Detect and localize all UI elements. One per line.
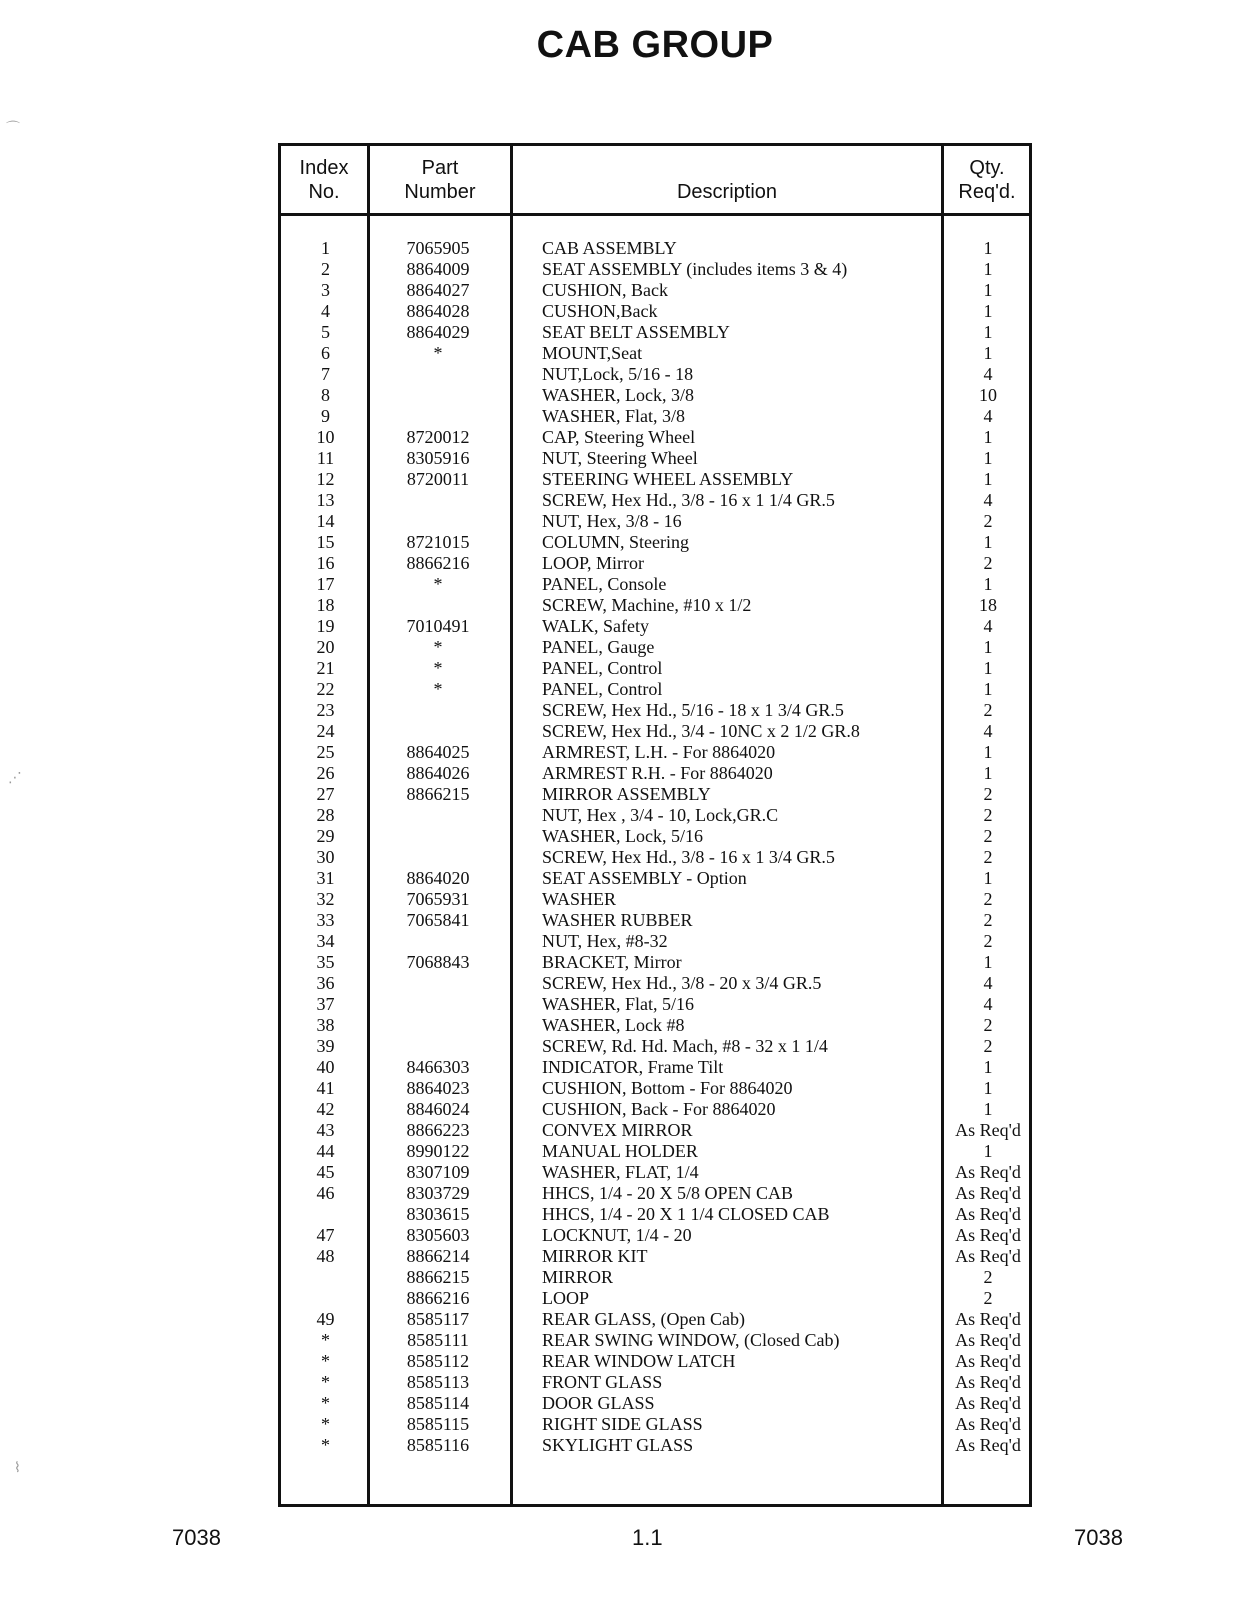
row-index: 6 [321, 343, 330, 363]
row-part-number: 8864027 [406, 280, 470, 300]
row-description: MIRROR KIT [542, 1246, 648, 1266]
table-row [281, 616, 1029, 637]
row-description: LOOP, Mirror [542, 553, 644, 573]
row-qty: 1 [983, 532, 993, 552]
row-description: COLUMN, Steering [542, 532, 689, 552]
row-description: WASHER, Lock #8 [542, 1015, 685, 1035]
row-description: SCREW, Rd. Hd. Mach, #8 - 32 x 1 1/4 [542, 1036, 828, 1056]
table-row [281, 994, 1029, 1015]
row-part-number: 8866215 [406, 784, 470, 804]
row-index: 43 [316, 1120, 335, 1140]
row-qty: As Req'd [955, 1414, 1021, 1434]
row-description: MANUAL HOLDER [542, 1141, 698, 1161]
parts-rows [281, 238, 1029, 1456]
row-qty: As Req'd [955, 1330, 1021, 1350]
table-row [281, 784, 1029, 805]
table-row [281, 826, 1029, 847]
row-description: CUSHION, Bottom - For 8864020 [542, 1078, 793, 1098]
header-description [513, 180, 941, 204]
row-part-number: 8585116 [406, 1435, 470, 1455]
row-qty: 1 [983, 574, 993, 594]
row-part-number: 8585114 [406, 1393, 470, 1413]
row-index: 42 [316, 1099, 335, 1119]
table-row [281, 448, 1029, 469]
row-qty: 1 [983, 1141, 993, 1161]
row-part-number: 8585115 [406, 1414, 470, 1434]
row-description: LOCKNUT, 1/4 - 20 [542, 1225, 692, 1245]
row-qty: 4 [983, 616, 993, 636]
row-description: SEAT ASSEMBLY (includes items 3 & 4) [542, 259, 848, 279]
row-index: 14 [316, 511, 335, 531]
table-row [281, 1099, 1029, 1120]
row-index: 37 [316, 994, 335, 1014]
table-row [281, 973, 1029, 994]
row-qty: 2 [983, 1288, 993, 1308]
table-row [281, 1225, 1029, 1246]
row-part-number: 8866215 [406, 1267, 470, 1287]
row-index: 30 [316, 847, 335, 867]
row-part-number: 8303615 [406, 1204, 470, 1224]
row-index: 8 [321, 385, 330, 405]
row-index: 5 [321, 322, 330, 342]
row-index: 7 [321, 364, 330, 384]
table-row [281, 385, 1029, 406]
row-qty: 1 [983, 427, 993, 447]
row-description: MIRROR ASSEMBLY [542, 784, 711, 804]
row-description: NUT, Hex , 3/4 - 10, Lock,GR.C [542, 805, 779, 825]
row-qty: 1 [983, 868, 993, 888]
row-qty: 2 [983, 700, 993, 720]
row-index: 27 [316, 784, 335, 804]
row-qty: 1 [983, 259, 993, 279]
row-qty: 2 [983, 1036, 993, 1056]
row-description: PANEL, Control [542, 658, 663, 678]
table-row [281, 322, 1029, 343]
row-qty: As Req'd [955, 1393, 1021, 1413]
row-index: 13 [316, 490, 335, 510]
row-part-number: 8466303 [406, 1057, 470, 1077]
row-qty: 1 [983, 238, 993, 258]
footer-left: 7038 [172, 1525, 221, 1550]
table-row [281, 1267, 1029, 1288]
row-index: 29 [316, 826, 335, 846]
row-description: RIGHT SIDE GLASS [542, 1414, 703, 1434]
row-index: * [321, 1435, 330, 1455]
row-index: 24 [316, 721, 335, 741]
row-part-number: 8305603 [406, 1225, 470, 1245]
table-row [281, 1309, 1029, 1330]
row-description: INDICATOR, Frame Tilt [542, 1057, 724, 1077]
row-description: CUSHON,Back [542, 301, 658, 321]
table-row [281, 910, 1029, 931]
row-part-number: 8305916 [406, 448, 470, 468]
table-row [281, 847, 1029, 868]
row-index: 47 [316, 1225, 335, 1245]
row-qty: As Req'd [955, 1246, 1021, 1266]
row-qty: 2 [983, 511, 993, 531]
row-description: NUT, Steering Wheel [542, 448, 698, 468]
row-description: CONVEX MIRROR [542, 1120, 693, 1140]
row-part-number: 8864028 [406, 301, 470, 321]
table-row [281, 931, 1029, 952]
table-row [281, 1141, 1029, 1162]
table-row [281, 1057, 1029, 1078]
row-description: REAR SWING WINDOW, (Closed Cab) [542, 1330, 840, 1350]
header-part [370, 156, 510, 204]
table-row [281, 595, 1029, 616]
row-index: 32 [316, 889, 335, 909]
row-part-number: 8864025 [406, 742, 470, 762]
row-description: PANEL, Control [542, 679, 663, 699]
scan-mark-middle: ⋰ [8, 770, 22, 786]
row-description: CAP, Steering Wheel [542, 427, 696, 447]
row-description: SCREW, Hex Hd., 3/8 - 16 x 1 1/4 GR.5 [542, 490, 835, 510]
table-row [281, 1288, 1029, 1309]
table-row [281, 1120, 1029, 1141]
row-index: 44 [316, 1141, 335, 1161]
row-part-number: 7068843 [406, 952, 470, 972]
row-description: CUSHION, Back - For 8864020 [542, 1099, 776, 1119]
row-description: BRACKET, Mirror [542, 952, 682, 972]
row-description: WASHER, Flat, 5/16 [542, 994, 695, 1014]
table-row [281, 469, 1029, 490]
row-part-number: * [433, 574, 443, 594]
row-index: * [321, 1393, 330, 1413]
row-part-number: 7010491 [406, 616, 470, 636]
row-part-number: 8307109 [406, 1162, 470, 1182]
row-qty: 4 [983, 490, 993, 510]
row-description: SEAT ASSEMBLY - Option [542, 868, 747, 888]
row-index: 1 [321, 238, 330, 258]
row-index: 38 [316, 1015, 335, 1035]
row-part-number: 8585113 [406, 1372, 470, 1392]
row-description: SKYLIGHT GLASS [542, 1435, 694, 1455]
table-row [281, 406, 1029, 427]
row-qty: 1 [983, 637, 993, 657]
row-qty: 1 [983, 343, 993, 363]
row-part-number: 8864009 [406, 259, 470, 279]
row-qty: 1 [983, 322, 993, 342]
row-qty: As Req'd [955, 1120, 1021, 1140]
row-description: MIRROR [542, 1267, 614, 1287]
row-part-number: 8585112 [406, 1351, 470, 1371]
row-part-number: 8864023 [406, 1078, 470, 1098]
row-index: 4 [321, 301, 330, 321]
row-index: 25 [316, 742, 335, 762]
row-qty: 1 [983, 301, 993, 321]
table-row [281, 1414, 1029, 1435]
row-qty: 1 [983, 763, 993, 783]
table-row [281, 259, 1029, 280]
row-description: WASHER, Lock, 5/16 [542, 826, 703, 846]
table-row [281, 889, 1029, 910]
row-part-number: 8846024 [406, 1099, 470, 1119]
header-divider [281, 213, 1029, 216]
row-qty: 1 [983, 952, 993, 972]
row-description: HHCS, 1/4 - 20 X 1 1/4 CLOSED CAB [542, 1204, 830, 1224]
row-description: PANEL, Gauge [542, 637, 655, 657]
row-qty: 2 [983, 847, 993, 867]
row-description: WASHER, FLAT, 1/4 [542, 1162, 699, 1182]
table-row [281, 490, 1029, 511]
row-qty: 2 [983, 910, 993, 930]
row-index: 9 [321, 406, 330, 426]
row-part-number: 7065905 [406, 238, 470, 258]
row-index: 45 [316, 1162, 335, 1182]
row-index: 16 [316, 553, 335, 573]
row-qty: 2 [983, 553, 993, 573]
table-row [281, 364, 1029, 385]
row-description: WALK, Safety [542, 616, 649, 636]
row-index: 20 [316, 637, 335, 657]
footer-page-number: 1.1 [632, 1525, 663, 1550]
row-qty: 1 [983, 679, 993, 699]
row-index: 36 [316, 973, 335, 993]
row-qty: As Req'd [955, 1204, 1021, 1224]
row-description: NUT,Lock, 5/16 - 18 [542, 364, 694, 384]
row-qty: As Req'd [955, 1372, 1021, 1392]
row-part-number: 8720012 [406, 427, 470, 447]
row-qty: 2 [983, 1015, 993, 1035]
row-index: * [321, 1414, 330, 1434]
row-qty: As Req'd [955, 1351, 1021, 1371]
scan-mark-bottom: ⌇ [14, 1460, 21, 1476]
row-description: SCREW, Hex Hd., 3/4 - 10NC x 2 1/2 GR.8 [542, 721, 860, 741]
row-qty: 2 [983, 826, 993, 846]
table-row [281, 679, 1029, 700]
row-qty: 2 [983, 805, 993, 825]
row-index: 22 [316, 679, 335, 699]
row-description: MOUNT,Seat [542, 343, 643, 363]
row-part-number: 8864029 [406, 322, 470, 342]
row-index: 49 [316, 1309, 335, 1329]
row-part-number: 8990122 [406, 1141, 470, 1161]
row-qty: 2 [983, 931, 993, 951]
row-description: SCREW, Hex Hd., 3/8 - 16 x 1 3/4 GR.5 [542, 847, 835, 867]
row-index: * [321, 1372, 330, 1392]
row-description: ARMREST R.H. - For 8864020 [542, 763, 773, 783]
table-row [281, 1372, 1029, 1393]
row-qty: 4 [983, 364, 993, 384]
table-row [281, 1246, 1029, 1267]
scan-mark-top: ⌒ [6, 121, 20, 137]
header-part-line2: Number [404, 181, 476, 203]
row-qty: 4 [983, 406, 993, 426]
page-title: CAB GROUP [536, 24, 774, 66]
row-index: 39 [316, 1036, 335, 1056]
row-qty: 1 [983, 742, 993, 762]
table-row [281, 1162, 1029, 1183]
row-description: ARMREST, L.H. - For 8864020 [542, 742, 776, 762]
row-index: 18 [316, 595, 335, 615]
row-index: 12 [316, 469, 335, 489]
footer-right: 7038 [1074, 1525, 1123, 1550]
row-index: 40 [316, 1057, 335, 1077]
row-qty: As Req'd [955, 1162, 1021, 1182]
row-qty: 1 [983, 658, 993, 678]
table-row [281, 1204, 1029, 1225]
row-description: REAR GLASS, (Open Cab) [542, 1309, 745, 1329]
row-part-number: 8864020 [406, 868, 470, 888]
row-part-number: 8866223 [406, 1120, 470, 1140]
header-part-line1: Part [421, 157, 459, 179]
table-row [281, 763, 1029, 784]
row-index: 35 [316, 952, 335, 972]
row-part-number: 8585111 [407, 1330, 469, 1350]
row-description: CUSHION, Back [542, 280, 668, 300]
row-index: 2 [321, 259, 330, 279]
table-row [281, 868, 1029, 889]
table-row [281, 658, 1029, 679]
row-qty: 1 [983, 1078, 993, 1098]
table-row [281, 1036, 1029, 1057]
row-description: WASHER, Flat, 3/8 [542, 406, 686, 426]
row-part-number: 8585117 [406, 1309, 470, 1329]
row-description: FRONT GLASS [542, 1372, 663, 1392]
row-qty: 2 [983, 889, 993, 909]
row-qty: As Req'd [955, 1183, 1021, 1203]
row-index: 3 [321, 280, 330, 300]
row-part-number: 8866216 [406, 553, 470, 573]
row-qty: 18 [979, 595, 997, 615]
table-row [281, 721, 1029, 742]
row-qty: 1 [983, 1099, 993, 1119]
table-row [281, 700, 1029, 721]
table-row [281, 532, 1029, 553]
row-part-number: * [433, 637, 443, 657]
row-part-number: 8720011 [406, 469, 470, 489]
row-index: 26 [316, 763, 335, 783]
row-description: NUT, Hex, #8-32 [542, 931, 668, 951]
header-index-line1: Index [299, 157, 349, 179]
table-row [281, 1015, 1029, 1036]
table-row [281, 553, 1029, 574]
table-row [281, 742, 1029, 763]
row-qty: 1 [983, 280, 993, 300]
table-row [281, 574, 1029, 595]
row-index: 33 [316, 910, 335, 930]
row-index: 31 [316, 868, 335, 888]
row-index: 46 [316, 1183, 335, 1203]
table-row [281, 1330, 1029, 1351]
row-qty: 4 [983, 994, 993, 1014]
row-index: 17 [316, 574, 335, 594]
table-row [281, 1078, 1029, 1099]
row-index: * [321, 1351, 330, 1371]
row-description: WASHER RUBBER [542, 910, 693, 930]
row-description: SCREW, Machine, #10 x 1/2 [542, 595, 752, 615]
table-row [281, 1393, 1029, 1414]
row-qty: As Req'd [955, 1225, 1021, 1245]
row-part-number: 8303729 [406, 1183, 470, 1203]
row-index: 48 [316, 1246, 335, 1266]
row-description: PANEL, Console [542, 574, 667, 594]
row-index: 34 [316, 931, 335, 951]
row-index: 10 [316, 427, 335, 447]
row-description: LOOP [542, 1288, 590, 1308]
row-description: HHCS, 1/4 - 20 X 5/8 OPEN CAB [542, 1183, 794, 1203]
row-index: 28 [316, 805, 335, 825]
table-row [281, 238, 1029, 259]
row-index: 23 [316, 700, 335, 720]
row-part-number: 8721015 [406, 532, 470, 552]
table-row [281, 280, 1029, 301]
row-description: WASHER, Lock, 3/8 [542, 385, 694, 405]
row-index: 41 [316, 1078, 335, 1098]
header-description-label: Description [676, 181, 778, 203]
row-part-number: 7065931 [406, 889, 470, 909]
table-row [281, 805, 1029, 826]
row-description: STEERING WHEEL ASSEMBLY [542, 469, 794, 489]
row-index: 21 [316, 658, 335, 678]
table-row [281, 427, 1029, 448]
header-qty-line2: Req'd. [958, 181, 1016, 203]
row-part-number: * [433, 343, 443, 363]
row-qty: 10 [979, 385, 997, 405]
row-qty: 1 [983, 469, 993, 489]
table-row [281, 301, 1029, 322]
row-index: 19 [316, 616, 335, 636]
row-index: * [321, 1330, 330, 1350]
row-qty: 4 [983, 973, 993, 993]
table-row [281, 511, 1029, 532]
table-row [281, 637, 1029, 658]
table-row [281, 1435, 1029, 1456]
row-description: SCREW, Hex Hd., 5/16 - 18 x 1 3/4 GR.5 [542, 700, 844, 720]
header-qty [944, 156, 1030, 204]
table-row [281, 952, 1029, 973]
row-description: REAR WINDOW LATCH [542, 1351, 736, 1371]
row-description: NUT, Hex, 3/8 - 16 [542, 511, 682, 531]
row-index: 15 [316, 532, 335, 552]
row-description: WASHER [542, 889, 617, 909]
row-description: SEAT BELT ASSEMBLY [542, 322, 730, 342]
row-index: 11 [316, 448, 335, 468]
row-description: SCREW, Hex Hd., 3/8 - 20 x 3/4 GR.5 [542, 973, 822, 993]
row-part-number: 8866214 [406, 1246, 470, 1266]
header-index-line2: No. [308, 181, 340, 203]
row-qty: 1 [983, 1057, 993, 1077]
header-qty-line1: Qty. [969, 157, 1005, 179]
row-part-number: 8866216 [406, 1288, 470, 1308]
row-description: DOOR GLASS [542, 1393, 655, 1413]
row-qty: As Req'd [955, 1309, 1021, 1329]
row-qty: 1 [983, 448, 993, 468]
table-row [281, 1183, 1029, 1204]
header-index [281, 156, 367, 204]
row-qty: 2 [983, 1267, 993, 1287]
row-qty: As Req'd [955, 1435, 1021, 1455]
row-qty: 4 [983, 721, 993, 741]
row-part-number: 7065841 [406, 910, 470, 930]
table-row [281, 343, 1029, 364]
row-description: CAB ASSEMBLY [542, 238, 677, 258]
table-row [281, 1351, 1029, 1372]
row-part-number: * [433, 679, 443, 699]
row-part-number: * [433, 658, 443, 678]
row-part-number: 8864026 [406, 763, 470, 783]
row-qty: 2 [983, 784, 993, 804]
parts-table [278, 143, 1032, 1507]
